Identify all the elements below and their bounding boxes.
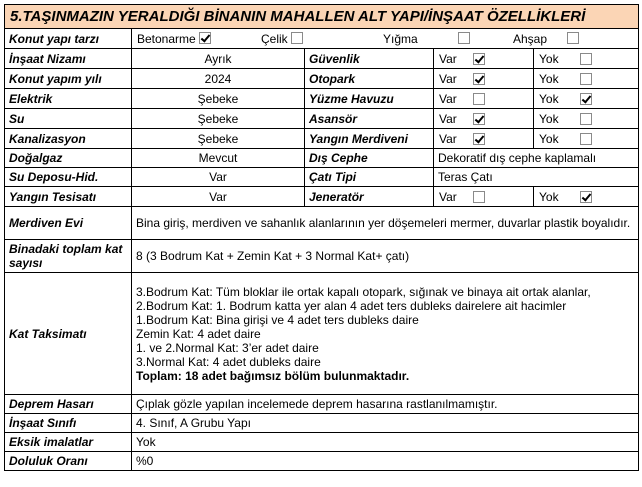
- row-value: 8 (3 Bodrum Kat + Zemin Kat + 3 Normal Kat+ çatı): [132, 240, 639, 273]
- option-yigma[interactable]: Yığma: [379, 32, 509, 46]
- insaat-sinifi-row: [5, 414, 639, 433]
- row-value: %0: [132, 452, 639, 471]
- feature-value: Teras Çatı: [434, 168, 639, 187]
- feature-row: [5, 149, 639, 168]
- feature-row: [5, 109, 639, 129]
- checkbox-celik[interactable]: [291, 32, 303, 44]
- row-value: Şebeke: [132, 109, 305, 129]
- row-label: Deprem Hasarı: [5, 395, 132, 414]
- row-label: Konut yapım yılı: [5, 69, 132, 89]
- floor-line: 2.Bodrum Kat: 1. Bodrum katta yer alan 4 adet ters dubleks dairelere ait hacimler: [136, 298, 567, 313]
- floor-line: 1.Bodrum Kat: Bina girişi ve 4 adet ters dubleks daire: [136, 312, 419, 327]
- option-var[interactable]: Var: [434, 89, 534, 108]
- row-label: Binadaki toplam kat sayısı: [5, 240, 132, 273]
- floor-line: 3.Normal Kat: 4 adet dubleks daire: [136, 354, 321, 369]
- option-var[interactable]: Var: [434, 69, 534, 88]
- option-betonarme[interactable]: Betonarme: [132, 32, 257, 46]
- checkbox-yok[interactable]: [580, 191, 592, 203]
- option-var[interactable]: Var: [434, 129, 534, 148]
- property-features-table: [4, 4, 638, 471]
- feature-row: [5, 49, 639, 69]
- option-yok[interactable]: Yok: [534, 69, 592, 88]
- option-yok[interactable]: Yok: [534, 187, 592, 206]
- floor-count-row: [5, 240, 639, 273]
- row-label: Su: [5, 109, 132, 129]
- checkbox-var[interactable]: [473, 93, 485, 105]
- doluluk-row: [5, 452, 639, 471]
- checkbox-var[interactable]: [473, 73, 485, 85]
- checkbox-yok[interactable]: [580, 113, 592, 125]
- feature-row: [5, 89, 639, 109]
- row-value: 4. Sınıf, A Grubu Yapı: [132, 414, 639, 433]
- option-var[interactable]: Var: [434, 49, 534, 68]
- option-yok[interactable]: Yok: [534, 109, 592, 128]
- building-type-row: [5, 29, 639, 49]
- option-yok[interactable]: Yok: [534, 129, 592, 148]
- row-value: Mevcut: [132, 149, 305, 168]
- row-label: Eksik imalatlar: [5, 433, 132, 452]
- checkbox-yigma[interactable]: [458, 32, 470, 44]
- feature-label: Güvenlik: [305, 49, 434, 69]
- building-type-label: Konut yapı tarzı: [5, 29, 132, 49]
- floor-line: Zemin Kat: 4 adet daire: [136, 326, 261, 341]
- checkbox-yok[interactable]: [580, 73, 592, 85]
- row-value: Yok: [132, 433, 639, 452]
- row-value: Şebeke: [132, 89, 305, 109]
- floor-layout-row: [5, 273, 639, 395]
- feature-label: Asansör: [305, 109, 434, 129]
- section-title: 5.TAŞINMAZIN YERALDIĞI BİNANIN MAHALLEN ALT YAPI/İNŞAAT ÖZELLİKLERİ: [5, 5, 639, 29]
- row-value: Var: [132, 187, 305, 207]
- stairwell-row: [5, 207, 639, 240]
- feature-row: [5, 129, 639, 149]
- row-value: Çıplak gözle yapılan incelemede deprem hasarına rastlanılmamıştır.: [132, 395, 639, 414]
- feature-value: Dekoratif dış cephe kaplamalı: [434, 149, 639, 168]
- feature-label: Yangın Merdiveni: [305, 129, 434, 149]
- row-label: Merdiven Evi: [5, 207, 132, 240]
- feature-label: Yüzme Havuzu: [305, 89, 434, 109]
- checkbox-betonarme[interactable]: [199, 32, 211, 44]
- row-value: Ayrık: [132, 49, 305, 69]
- floor-line: 1. ve 2.Normal Kat: 3’er adet daire: [136, 340, 319, 355]
- checkbox-var[interactable]: [473, 133, 485, 145]
- row-value: Bina giriş, merdiven ve sahanlık alanlarının yer döşemeleri mermer, duvarlar plastik boyalıdır.: [132, 207, 639, 240]
- row-label: Yangın Tesisatı: [5, 187, 132, 207]
- feature-label: Dış Cephe: [305, 149, 434, 168]
- floor-total: Toplam: 18 adet bağımsız bölüm bulunmaktadır.: [136, 368, 410, 383]
- row-label: Elektrik: [5, 89, 132, 109]
- floor-layout-value: [132, 273, 639, 395]
- row-value: 2024: [132, 69, 305, 89]
- feature-row: [5, 69, 639, 89]
- checkbox-yok[interactable]: [580, 93, 592, 105]
- row-label: Doğalgaz: [5, 149, 132, 168]
- row-value: Şebeke: [132, 129, 305, 149]
- option-yok[interactable]: Yok: [534, 89, 592, 108]
- row-label: İnşaat Nizamı: [5, 49, 132, 69]
- floor-line: 3.Bodrum Kat: Tüm bloklar ile ortak kapalı otopark, sığınak ve binaya ait ortak alanlar,: [136, 284, 591, 299]
- option-var[interactable]: Var: [434, 187, 534, 206]
- checkbox-ahsap[interactable]: [567, 32, 579, 44]
- row-label: Doluluk Oranı: [5, 452, 132, 471]
- eksik-row: [5, 433, 639, 452]
- feature-row: [5, 168, 639, 187]
- row-label: İnşaat Sınıfı: [5, 414, 132, 433]
- row-value: Var: [132, 168, 305, 187]
- checkbox-yok[interactable]: [580, 53, 592, 65]
- checkbox-yok[interactable]: [580, 133, 592, 145]
- feature-label: Çatı Tipi: [305, 168, 434, 187]
- row-label: Kat Taksimatı: [5, 273, 132, 395]
- checkbox-var[interactable]: [473, 53, 485, 65]
- checkbox-var[interactable]: [473, 191, 485, 203]
- feature-label: Otopark: [305, 69, 434, 89]
- option-celik[interactable]: Çelik: [257, 32, 379, 46]
- option-ahsap[interactable]: Ahşap: [509, 32, 579, 46]
- row-label: Su Deposu-Hid.: [5, 168, 132, 187]
- row-label: Kanalizasyon: [5, 129, 132, 149]
- checkbox-var[interactable]: [473, 113, 485, 125]
- option-var[interactable]: Var: [434, 109, 534, 128]
- fire-system-row: [5, 187, 639, 207]
- feature-label: Jeneratör: [305, 187, 434, 207]
- option-yok[interactable]: Yok: [534, 49, 592, 68]
- deprem-row: [5, 395, 639, 414]
